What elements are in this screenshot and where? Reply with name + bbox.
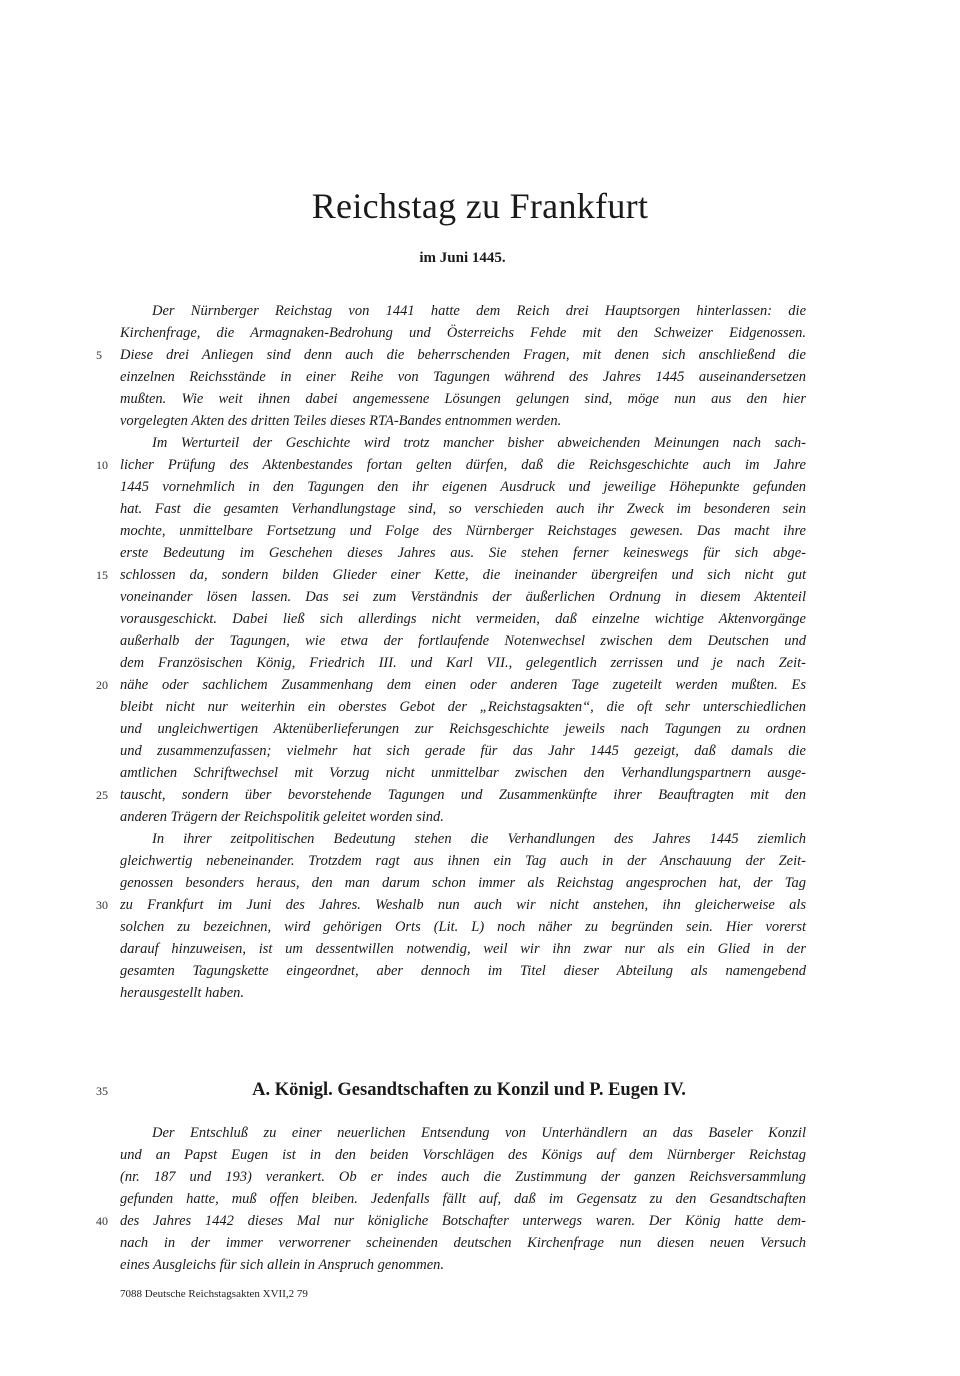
text-line: vorausgeschickt. Dabei ließ sich allerdings nicht vermeiden, daß einzelne wichtige Aktenvorgänge	[120, 611, 806, 627]
text-line: Kirchenfrage, die Armagnaken-Bedrohung und Österreichs Fehde mit den Schweizer Eidgenossen.	[120, 325, 806, 341]
text-line: darauf hinzuweisen, ist um dessentwillen notwendig, weil wir ihn zwar nur als ein Glied in der	[120, 941, 806, 957]
text-line: erste Bedeutung im Geschehen dieses Jahres aus. Sie stehen ferner keineswegs für sich abge-	[120, 545, 806, 561]
line-number: 10	[96, 458, 108, 472]
text-line: und an Papst Eugen ist in den beiden Vorschlägen des Königs auf dem Nürnberger Reichstag	[120, 1147, 806, 1163]
line-number: 25	[96, 788, 108, 802]
text-line: vorgelegten Akten des dritten Teiles dieses RTA-Bandes entnommen werden.	[120, 413, 562, 429]
text-line: tauscht, sondern über bevorstehende Tagungen und Zusammenkünfte ihrer Beauftragten mit den	[120, 787, 806, 803]
line-number: 35	[96, 1084, 108, 1098]
text-line: licher Prüfung des Aktenbestandes fortan gelten dürfen, daß die Reichsgeschichte auch im Jahre	[120, 457, 806, 473]
text-line: Im Werturteil der Geschichte wird trotz mancher bisher abweichenden Meinungen nach sach-	[152, 435, 806, 451]
text-line: dem Französischen König, Friedrich III. und Karl VII., gelegentlich zerrissen und je nach Zeit-	[120, 655, 806, 671]
text-line: Diese drei Anliegen sind denn auch die beherrschenden Fragen, mit denen sich anschließend die	[120, 347, 806, 363]
page-subtitle: im Juni 1445.	[419, 250, 506, 266]
text-line: herausgestellt haben.	[120, 985, 245, 1001]
text-line: voneinander lösen lassen. Das sei zum Verständnis der äußerlichen Ordnung in diesem Aktenteil	[120, 589, 806, 605]
text-line: Der Entschluß zu einer neuerlichen Entsendung von Unterhändlern an das Baseler Konzil	[152, 1125, 806, 1141]
text-line: eines Ausgleichs für sich allein in Anspruch genommen.	[120, 1257, 445, 1273]
text-line: nähe oder sachlichem Zusammenhang dem einen oder anderen Tage zugeteilt werden mußten. Es	[120, 677, 806, 693]
text-line: solchen zu bezeichnen, wird gehörigen Orts (Lit. L) noch näher zu begründen sein. Hier vorerst	[120, 919, 806, 935]
line-number: 30	[96, 898, 108, 912]
text-line: zu Frankfurt im Juni des Jahres. Weshalb nun auch wir nicht anstehen, ihn gleicherweise als	[120, 897, 806, 913]
text-line: gesamten Tagungskette eingeordnet, aber dennoch im Titel dieser Abteilung als namengebend	[120, 963, 806, 979]
text-line: amtlichen Schriftwechsel mit Vorzug nicht unmittelbar zwischen den Verhandlungspartnern ausge-	[120, 765, 806, 781]
text-line: 1445 vornehmlich in den Tagungen den ihr eigenen Ausdruck und jeweilige Höhepunkte gefunden	[120, 479, 806, 495]
text-line: (nr. 187 und 193) verankert. Ob er indes auch die Zustimmung der ganzen Reichsversammlung	[120, 1169, 806, 1185]
text-line: In ihrer zeitpolitischen Bedeutung stehen die Verhandlungen des Jahres 1445 ziemlich	[152, 831, 806, 847]
line-number: 15	[96, 568, 108, 582]
text-line: und ungleichwertigen Aktenüberlieferungen zur Reichsgeschichte jeweils nach Tagungen zu ordnen	[120, 721, 806, 737]
text-line: des Jahres 1442 dieses Mal nur königliche Botschafter unterwegs waren. Der König hatte dem-	[120, 1213, 806, 1229]
page-title: Reichstag zu Frankfurt	[311, 186, 649, 226]
text-line: nach in der immer verworrener scheinenden deutschen Kirchenfrage nun diesen neuen Versuch	[120, 1235, 806, 1251]
text-line: anderen Trägern der Reichspolitik geleitet worden sind.	[120, 809, 444, 825]
line-number: 20	[96, 678, 108, 692]
text-line: hat. Fast die gesamten Verhandlungstage sind, so verschieden auch ihr Zweck im besonderen sein	[120, 501, 806, 517]
line-number: 5	[96, 348, 102, 362]
text-line: und zusammenzufassen; vielmehr hat sich gerade für das Jahr 1445 gezeigt, daß damals die	[120, 743, 806, 759]
section-heading: A. Königl. Gesandtschaften zu Konzil und P. Eugen IV.	[252, 1080, 686, 1100]
text-line: bleibt nicht nur weiterhin ein oberstes Gebot der „Reichstagsakten“, die oft sehr unterschiedlichen	[120, 699, 806, 715]
line-number: 40	[96, 1214, 108, 1228]
text-line: schlossen da, sondern bilden Glieder einer Kette, die ineinander übergreifen und sich nicht gut	[120, 567, 806, 583]
text-line: einzelnen Reichsstände in einer Reihe von Tagungen während des Jahres 1445 auseinandersetzen	[120, 369, 806, 385]
text-line: außerhalb der Tagungen, wie etwa der fortlaufende Notenwechsel zwischen dem Deutschen und	[120, 633, 806, 649]
text-line: mochte, unmittelbare Fortsetzung und Folge des Nürnberger Reichstages gewesen. Das macht ihre	[120, 523, 806, 539]
text-line: gefunden hatte, muß offen bleiben. Jedenfalls fällt auf, daß im Gegensatz zu den Gesandtschaften	[120, 1191, 806, 1207]
page-footer: 7088 Deutsche Reichstagsakten XVII,2 79	[120, 1288, 308, 1300]
text-line: mußten. Wie weit ihnen dabei angemessene Lösungen gelungen sind, möge nun aus den hier	[120, 391, 806, 407]
text-line: Der Nürnberger Reichstag von 1441 hatte dem Reich drei Hauptsorgen hinterlassen: die	[152, 303, 806, 319]
text-line: gleichwertig nebeneinander. Trotzdem ragt aus ihnen ein Tag auch in der Anschauung der Zeit-	[120, 853, 806, 869]
text-line: genossen besonders heraus, den man darum schon immer als Reichstag angesprochen hat, der Tag	[120, 875, 806, 891]
